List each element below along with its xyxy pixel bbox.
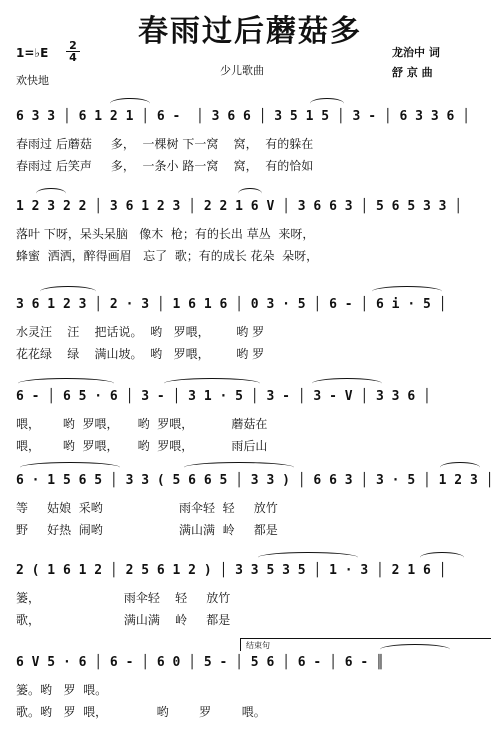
lyric-verse-2: 蜂蜜 洒洒，醉得画眉 忘了 歌；有的成长 花朵 朵呀， bbox=[16, 249, 319, 263]
lyric-verse-2: 喂， 哟 罗喂， 哟 罗喂， 雨后山 bbox=[16, 439, 268, 453]
lyric-verse-1: 春雨过 后蘑菇 多， 一棵树 下一窝 窝， 有的躲在 bbox=[16, 137, 314, 151]
lyric-verse-1: 落叶 下呀，呆头呆脑 像木 枪；有的长出 草丛 来呀， bbox=[16, 227, 315, 241]
lyric-verse-1: 篓。哟 罗 喂。 bbox=[16, 683, 108, 697]
stave-2 bbox=[0, 182, 500, 294]
lyric-verse-2: 野 好热 闹哟 满山满 岭 都是 bbox=[16, 523, 278, 537]
composer-credit: 舒 京 曲 bbox=[392, 66, 433, 79]
lyric-verse-1: 篓， 雨伞轻 轻 放竹 bbox=[16, 591, 231, 605]
subtitle: 少儿歌曲 bbox=[220, 64, 264, 77]
notation-line: 6 - │ 6 5 · 6 │ 3 - │ 3 1 · 5 │ 3 - │ 3 - V │ 3 3 6 │ bbox=[16, 389, 431, 404]
notation-line: 1 2 3 2 2 │ 3 6 1 2 3 │ 2 2 1 6 V │ 3 6 6 3 │ 5 6 5 3 3 │ bbox=[16, 199, 463, 214]
lyric-verse-1: 等 姑娘 采哟 雨伞轻 轻 放竹 bbox=[16, 501, 278, 515]
notation-line: 6 · 1 5 6 5 │ 3 3 ( 5 6 6 5 │ 3 3 ) │ 6 6 3 │ 3 · 5 │ 1 2 3 │ bbox=[16, 473, 494, 488]
time-signature-top: 2 bbox=[69, 39, 77, 52]
time-signature bbox=[66, 40, 80, 63]
lyric-verse-1: 水灵汪 汪 把话说。 哟 罗喂， 哟 罗 bbox=[16, 325, 265, 339]
notation-line: 2 ( 1 6 1 2 │ 2 5 6 1 2 ) │ 3 3 5 3 5 │ 1 · 3 │ 2 1 6 │ bbox=[16, 563, 447, 578]
lyric-verse-2: 花花绿 绿 满山坡。 哟 罗喂， 哟 罗 bbox=[16, 347, 265, 361]
stave-7 bbox=[0, 638, 500, 750]
notation-line: 6 V 5 · 6 │ 6 - │ 6 0 │ 5 - │ 5 6 │ 6 - │ 6 - ║ bbox=[16, 655, 384, 670]
song-title: 春雨过后蘑菇多 bbox=[138, 14, 362, 49]
key-signature: 1=♭E bbox=[16, 46, 49, 60]
tempo-marking: 欢快地 bbox=[16, 74, 49, 87]
lyric-verse-2: 春雨过 后笑声 多， 一条小 路一窝 窝， 有的恰如 bbox=[16, 159, 314, 173]
ending-label: 结束句 bbox=[246, 641, 270, 650]
lyricist-credit: 龙治中 词 bbox=[392, 46, 440, 59]
time-signature-bottom: 4 bbox=[66, 51, 80, 63]
lyric-verse-1: 喂， 哟 罗喂， 哟 罗喂， 蘑菇在 bbox=[16, 417, 268, 431]
notation-line: 3 6 1 2 3 │ 2 · 3 │ 1 6 1 6 │ 0 3 · 5 │ 6 - │ 6 i · 5 │ bbox=[16, 297, 447, 312]
notation-line: 6 3 3 │ 6 1 2 1 │ 6 - │ 3 6 6 │ 3 5 1 5 │ 3 - │ 6 3 3 6 │ bbox=[16, 109, 470, 124]
lyric-verse-2: 歌。哟 罗 喂， 哟 罗 喂。 bbox=[16, 705, 266, 719]
lyric-verse-2: 歌， 满山满 岭 都是 bbox=[16, 613, 231, 627]
